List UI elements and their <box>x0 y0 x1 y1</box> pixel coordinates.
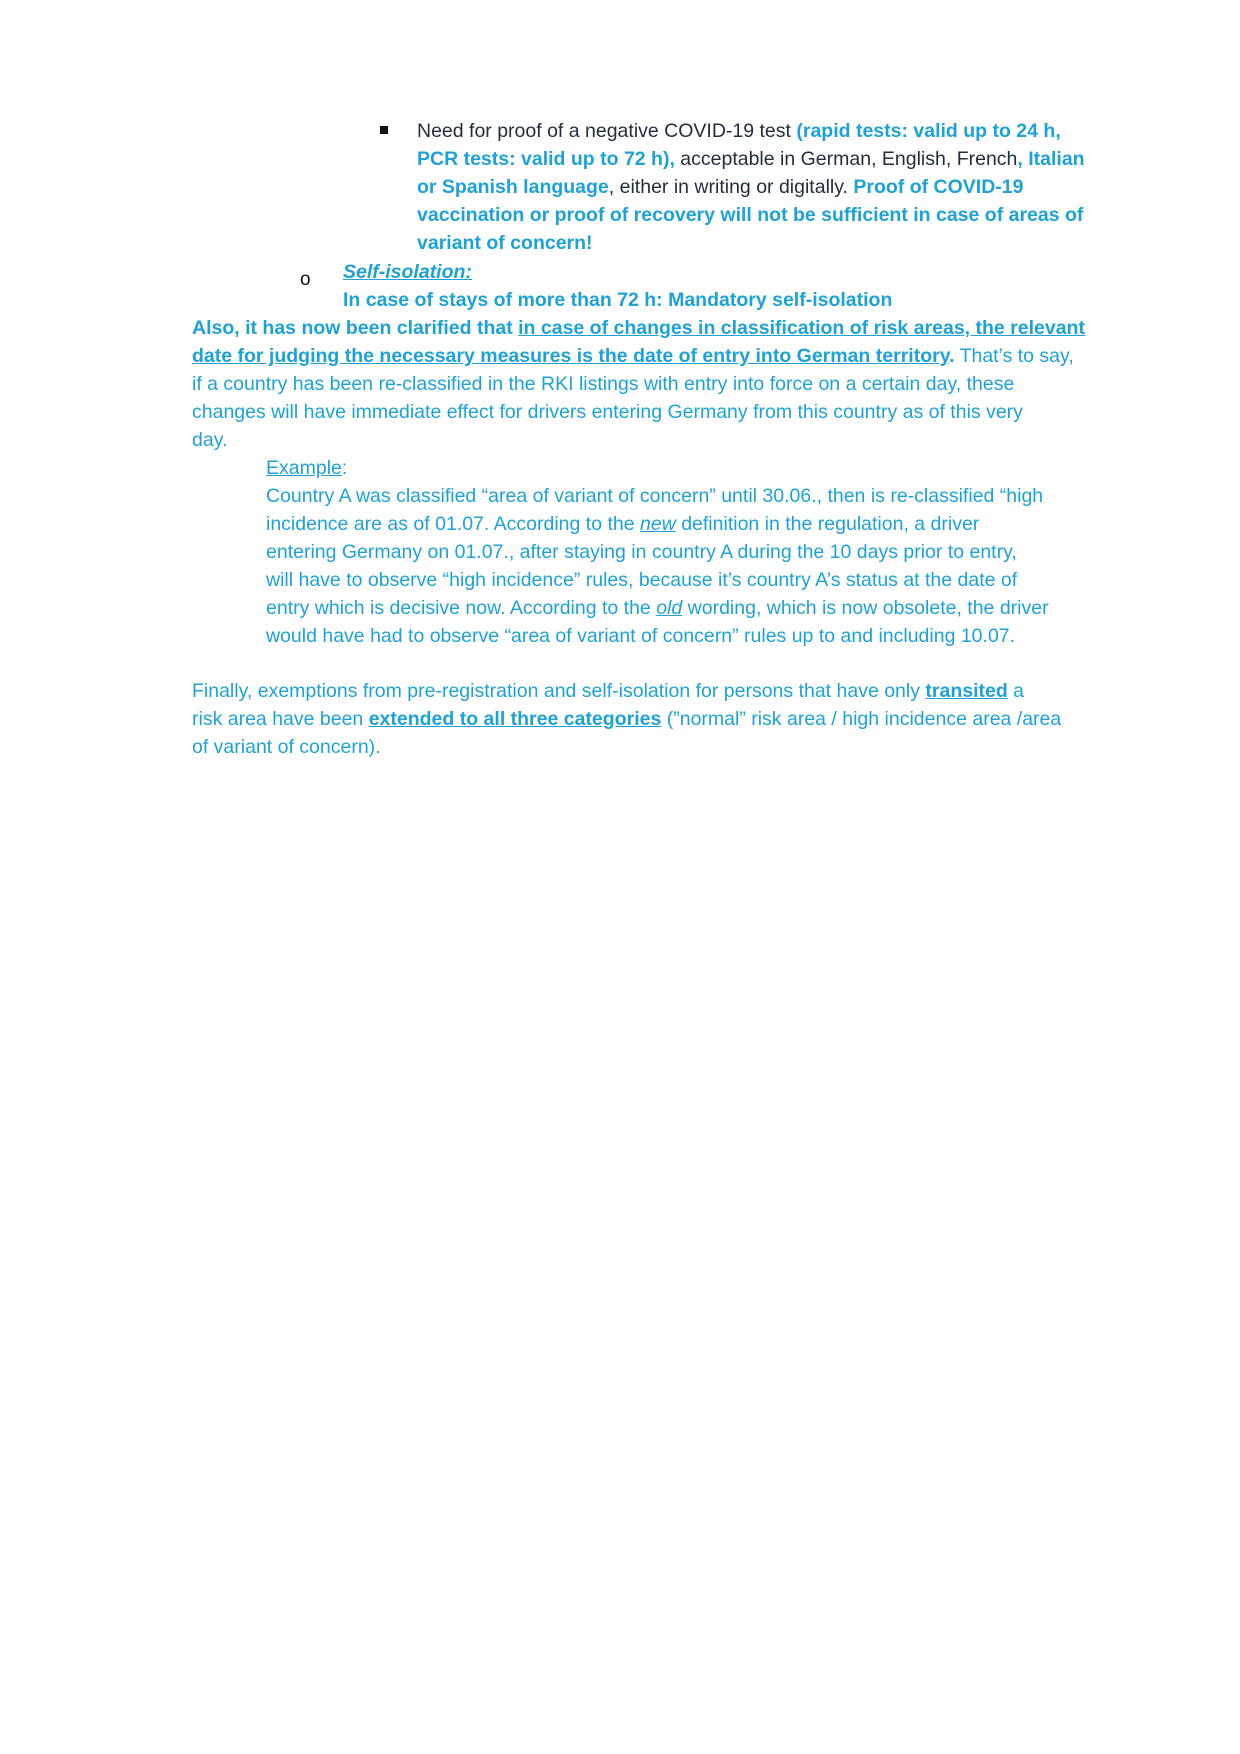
text-run: day. <box>192 429 228 451</box>
text-line <box>417 117 1137 145</box>
text-run: Also, it has now been clarified that <box>192 317 519 339</box>
text-run: if a country has been re-classified in the RKI listings with entry into force on a certain day, these <box>192 373 1015 395</box>
classification-change-paragraph <box>192 314 1085 454</box>
text-line <box>192 677 1061 705</box>
text-run: PCR tests: valid up to 72 h), <box>417 148 675 170</box>
text-line <box>192 426 1085 454</box>
text-line <box>192 705 1061 733</box>
text-run: would have had to observe “area of variant of concern” rules up to and including 10.07. <box>266 625 1016 647</box>
test-requirement-item <box>417 117 1137 257</box>
text-line <box>266 594 1049 622</box>
text-run: date for judging the necessary measures is the date of entry into German territory <box>192 345 950 367</box>
text-run: risk area have been <box>192 708 369 730</box>
text-line <box>266 482 1049 510</box>
text-run: vaccination or proof of recovery will not be sufficient in case of areas of <box>417 204 1084 226</box>
text-run: (rapid tests: valid up to 24 h, <box>796 120 1061 142</box>
text-run: . <box>949 345 955 367</box>
text-line <box>266 510 1049 538</box>
text-line <box>192 398 1085 426</box>
text-run: , either in writing or digitally. <box>608 176 854 198</box>
text-run: variant of concern! <box>417 232 593 254</box>
text-line <box>417 201 1137 229</box>
text-run: definition in the regulation, a driver <box>675 513 980 535</box>
text-run: in case of changes in classification of risk areas, the relevant <box>518 317 1085 339</box>
text-run: entry which is decisive now. According to the <box>266 597 657 619</box>
text-run: , Italian <box>1017 148 1085 170</box>
text-run: entering Germany on 01.07., after staying in country A during the 10 days prior to entry, <box>266 541 1017 563</box>
text-run: wording, which is now obsolete, the driver <box>682 597 1049 619</box>
example-block <box>266 454 1049 650</box>
text-line <box>192 342 1085 370</box>
text-run: changes will have immediate effect for drivers entering Germany from this country as of this very <box>192 401 1023 423</box>
square-bullet-icon <box>380 126 388 134</box>
text-line <box>266 622 1049 650</box>
text-run: : <box>341 457 348 479</box>
text-run: of variant of concern). <box>192 736 381 758</box>
text-run: Need for proof of a negative COVID-19 test <box>417 120 797 142</box>
text-run: incidence are as of 01.07. According to the <box>266 513 640 535</box>
text-line <box>417 145 1137 173</box>
text-run: Proof of COVID-19 <box>853 176 1024 198</box>
text-line <box>343 258 892 286</box>
circle-bullet-icon: o <box>300 269 311 290</box>
text-run: will have to observe “high incidence” rules, because it’s country A’s status at the date of <box>266 569 1018 591</box>
text-run: That’s to say, <box>954 345 1074 367</box>
text-run: new <box>640 513 676 535</box>
text-run: In case of stays of more than 72 h: Mandatory self-isolation <box>343 289 893 311</box>
text-run: extended to all three categories <box>368 708 662 730</box>
text-run: Self-isolation: <box>343 261 472 283</box>
text-line <box>266 566 1049 594</box>
text-line <box>266 454 1049 482</box>
text-run: acceptable in German, English, French <box>674 148 1018 170</box>
text-run: (”normal” risk area / high incidence area /area <box>661 708 1062 730</box>
text-line <box>343 286 892 314</box>
text-line <box>192 314 1085 342</box>
transit-exemption-paragraph <box>192 677 1061 761</box>
text-line <box>266 538 1049 566</box>
text-line <box>417 173 1137 201</box>
text-run: Country A was classified “area of variant of concern” until 30.06., then is re-classified “high <box>266 485 1044 507</box>
text-run: a <box>1007 680 1025 702</box>
text-line <box>192 733 1061 761</box>
text-run: Finally, exemptions from pre-registration and self-isolation for persons that have only <box>192 680 926 702</box>
text-line <box>192 370 1085 398</box>
text-run: Example <box>266 457 342 479</box>
text-run: transited <box>925 680 1008 702</box>
text-run: or Spanish language <box>417 176 609 198</box>
text-line <box>417 229 1137 257</box>
self-isolation-item <box>343 258 892 314</box>
text-run: old <box>656 597 683 619</box>
